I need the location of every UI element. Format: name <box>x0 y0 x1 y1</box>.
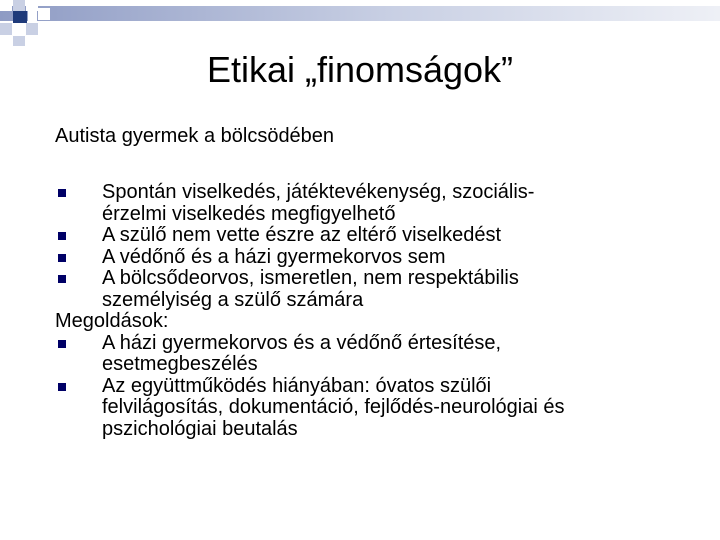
decorative-header-squares <box>0 0 720 50</box>
bullet-item <box>55 247 695 269</box>
bullet-text-line: érzelmi viselkedés megfigyelhető <box>102 202 396 225</box>
bullet-text-line: Az együttműködés hiányában: óvatos szülői <box>102 374 492 397</box>
section-heading <box>55 311 695 333</box>
bullet-item <box>55 182 695 225</box>
bullet-text-line: esetmegbeszélés <box>102 353 258 375</box>
square-bullet-icon <box>58 383 66 391</box>
square-bullet-icon <box>58 340 66 348</box>
bullet-text-line: Megoldások: <box>55 310 169 332</box>
square-bullet-icon <box>58 254 66 262</box>
bullet-text-line: A házi gyermekorvos és a védőnő értesítése, <box>102 331 502 354</box>
slide-title: Etikai „finomságok” <box>206 49 514 90</box>
square-bullet-icon <box>58 232 66 240</box>
bullet-text-line: pszichológiai beutalás <box>102 417 298 440</box>
square-bullet-icon <box>58 275 66 283</box>
bullet-text-line: A szülő nem vette észre az eltérő viselkedést <box>102 224 502 246</box>
bullet-list <box>55 182 695 440</box>
slide-subtitle: Autista gyermek a bölcsödében <box>55 125 335 147</box>
bullet-text-line: A védőnő és a házi gyermekorvos sem <box>102 245 446 268</box>
bullet-item <box>55 268 695 311</box>
square-bullet-icon <box>58 189 66 197</box>
bullet-text-line: A bölcsődeorvos, ismeretlen, nem respektábilis <box>102 267 519 289</box>
bullet-text-line: felvilágosítás, dokumentáció, fejlődés-neurológiai és <box>102 396 565 418</box>
bullet-text-line: személyiség a szülő számára <box>102 288 364 311</box>
bullet-item <box>55 376 695 441</box>
bullet-item <box>55 225 695 247</box>
bullet-item <box>55 333 695 376</box>
bullet-text-line: Spontán viselkedés, játéktevékenység, szociális- <box>102 181 535 203</box>
